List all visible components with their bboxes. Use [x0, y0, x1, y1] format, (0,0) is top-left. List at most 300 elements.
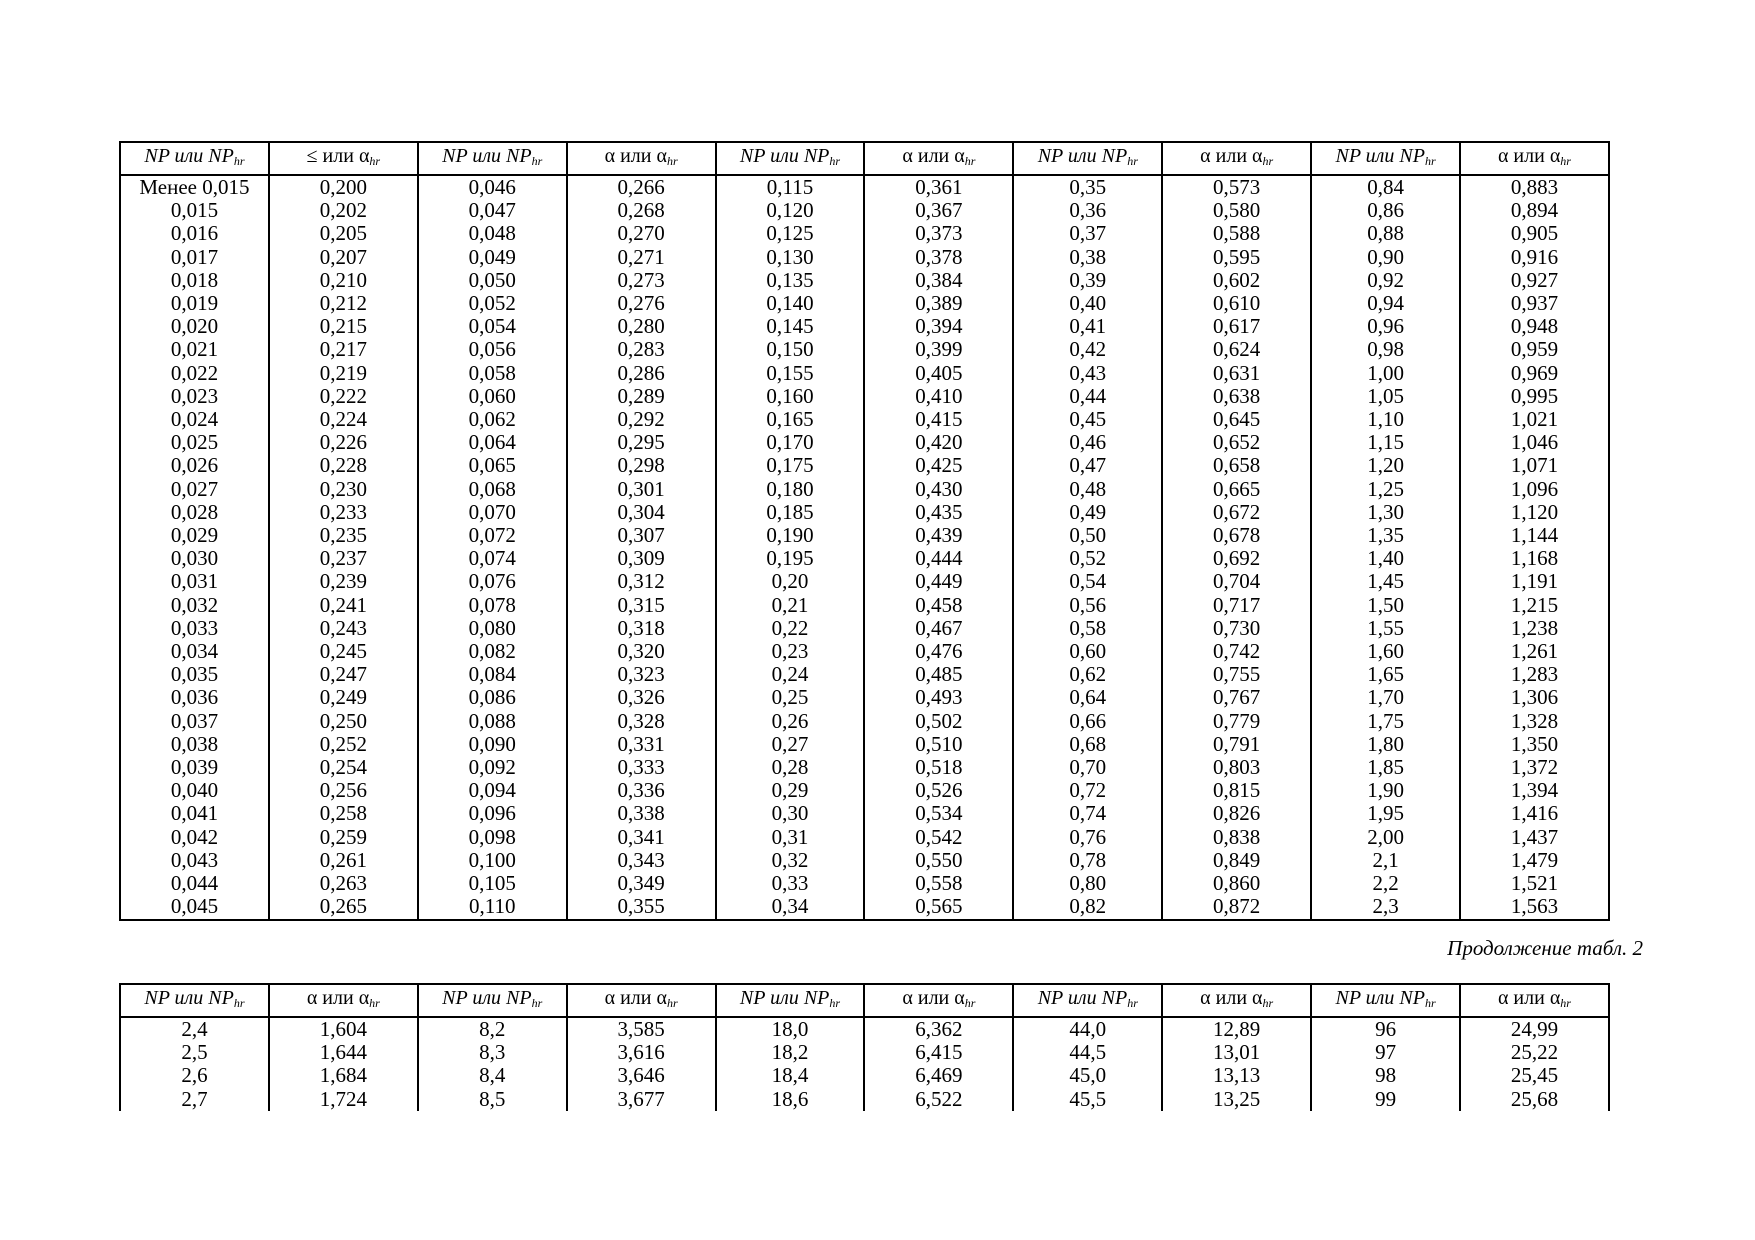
table-cell: 1,563 — [1460, 895, 1609, 919]
column-header — [1311, 142, 1460, 175]
table-cell: 0,558 — [864, 872, 1013, 895]
table-cell: 0,26 — [716, 710, 865, 733]
table-cell: 0,088 — [418, 710, 567, 733]
table-cell: 0,034 — [120, 640, 269, 663]
column-header-subscript: hr — [1127, 154, 1138, 168]
table-cell: 0,959 — [1460, 338, 1609, 361]
column-header — [418, 984, 567, 1017]
table-cell: 0,704 — [1162, 570, 1311, 593]
column-header-label: α или α — [1200, 987, 1263, 1009]
column-header-subscript: hr — [829, 154, 841, 168]
column-header-label: α или α — [604, 145, 667, 167]
column-header-subscript: hr — [233, 996, 245, 1010]
table-cell: 0,349 — [567, 872, 716, 895]
table-cell: 2,5 — [120, 1041, 269, 1064]
table-cell: 1,95 — [1311, 802, 1460, 825]
table-cell: 0,056 — [418, 338, 567, 361]
table-cell: 0,40 — [1013, 292, 1162, 315]
table-cell: 1,238 — [1460, 617, 1609, 640]
table-cell: 1,10 — [1311, 408, 1460, 431]
table-cell: 0,150 — [716, 338, 865, 361]
column-header — [864, 142, 1013, 175]
table-row — [120, 385, 1609, 408]
table-cell: 0,280 — [567, 315, 716, 338]
table-cell: 1,283 — [1460, 663, 1609, 686]
column-header-subscript: hr — [1262, 154, 1274, 168]
table-cell: 0,078 — [418, 594, 567, 617]
table-cell: 0,995 — [1460, 385, 1609, 408]
table-row — [120, 779, 1609, 802]
table-cell: 0,860 — [1162, 872, 1311, 895]
table-cell: 0,307 — [567, 524, 716, 547]
column-header-label: α или α — [902, 987, 965, 1009]
table-continuation-caption: Продолжение табл. 2 — [1447, 936, 1643, 960]
table-cell: 0,565 — [864, 895, 1013, 919]
table-row — [120, 246, 1609, 269]
column-header — [269, 984, 418, 1017]
table-cell: 0,48 — [1013, 478, 1162, 501]
table-cell: 0,435 — [864, 501, 1013, 524]
column-header-label: NP или NP — [1335, 145, 1425, 167]
table-cell: 0,389 — [864, 292, 1013, 315]
table-cell: 0,518 — [864, 756, 1013, 779]
table-cell: 0,022 — [120, 362, 269, 385]
column-header — [120, 984, 269, 1017]
table-cell: 0,405 — [864, 362, 1013, 385]
table-cell: 98 — [1311, 1064, 1460, 1087]
table-cell: 0,076 — [418, 570, 567, 593]
table-cell: 18,6 — [716, 1088, 865, 1111]
table-cell: 0,32 — [716, 849, 865, 872]
table-cell: 0,78 — [1013, 849, 1162, 872]
table-cell: 1,328 — [1460, 710, 1609, 733]
table-cell: 0,767 — [1162, 686, 1311, 709]
column-header-subscript: hr — [1424, 996, 1436, 1010]
table-cell: 25,22 — [1460, 1041, 1609, 1064]
table-cell: 0,030 — [120, 547, 269, 570]
table-row — [120, 1041, 1609, 1064]
table-cell: 0,256 — [269, 779, 418, 802]
table-cell: 0,47 — [1013, 454, 1162, 477]
table-cell: 0,155 — [716, 362, 865, 385]
table-row — [120, 338, 1609, 361]
table-cell: 13,25 — [1162, 1088, 1311, 1111]
table-row — [120, 547, 1609, 570]
table-cell: 1,046 — [1460, 431, 1609, 454]
column-header-label: NP или NP — [144, 987, 234, 1009]
table-cell: 0,336 — [567, 779, 716, 802]
column-header-label: ≤ или α — [306, 145, 370, 167]
table-cell: 25,68 — [1460, 1088, 1609, 1111]
table-cell: 0,84 — [1311, 175, 1460, 199]
table-cell: 0,207 — [269, 246, 418, 269]
table-cell: 0,66 — [1013, 710, 1162, 733]
table-cell: 0,068 — [418, 478, 567, 501]
table-cell: 0,222 — [269, 385, 418, 408]
table-cell: 0,905 — [1460, 222, 1609, 245]
column-header — [716, 984, 865, 1017]
table-cell: 0,631 — [1162, 362, 1311, 385]
table-cell: 0,20 — [716, 570, 865, 593]
table-cell: 0,88 — [1311, 222, 1460, 245]
table-cell: 0,948 — [1460, 315, 1609, 338]
table-row — [120, 222, 1609, 245]
table-cell: 3,616 — [567, 1041, 716, 1064]
column-header-label: α или α — [1497, 987, 1561, 1009]
table-cell: 6,522 — [864, 1088, 1013, 1111]
table-cell: 0,084 — [418, 663, 567, 686]
table-cell: 0,241 — [269, 594, 418, 617]
column-header-subscript: hr — [369, 154, 381, 168]
column-header-subscript: hr — [1560, 154, 1571, 168]
table-cell: 0,21 — [716, 594, 865, 617]
table-cell: 0,399 — [864, 338, 1013, 361]
table-cell: 99 — [1311, 1088, 1460, 1111]
table-cell: 0,96 — [1311, 315, 1460, 338]
table-cell: 0,205 — [269, 222, 418, 245]
column-header-label: NP или NP — [442, 987, 532, 1009]
table-cell: 0,74 — [1013, 802, 1162, 825]
table-row — [120, 617, 1609, 640]
table-cell: 97 — [1311, 1041, 1460, 1064]
table-cell: 0,338 — [567, 802, 716, 825]
table-cell: 18,4 — [716, 1064, 865, 1087]
table-cell: 18,0 — [716, 1017, 865, 1041]
table-cell: 0,276 — [567, 292, 716, 315]
values-table-continuation — [119, 983, 1610, 1111]
table-cell: 0,510 — [864, 733, 1013, 756]
table-cell: 0,082 — [418, 640, 567, 663]
table-cell: 0,049 — [418, 246, 567, 269]
table-cell: 0,105 — [418, 872, 567, 895]
table-cell: 0,120 — [716, 199, 865, 222]
table-cell: 0,250 — [269, 710, 418, 733]
table-row — [120, 663, 1609, 686]
table-cell: 1,604 — [269, 1017, 418, 1041]
table-cell: 1,30 — [1311, 501, 1460, 524]
table-cell: 0,048 — [418, 222, 567, 245]
header-row — [120, 142, 1609, 175]
table-cell: 0,027 — [120, 478, 269, 501]
table-cell: 0,82 — [1013, 895, 1162, 919]
table-cell: 1,521 — [1460, 872, 1609, 895]
table-cell: 0,883 — [1460, 175, 1609, 199]
table-cell: 8,3 — [418, 1041, 567, 1064]
table-cell: 0,045 — [120, 895, 269, 919]
table-cell: 0,665 — [1162, 478, 1311, 501]
column-header-subscript: hr — [829, 996, 841, 1010]
table-cell: 1,40 — [1311, 547, 1460, 570]
table-cell: 0,094 — [418, 779, 567, 802]
table-row — [120, 501, 1609, 524]
table-cell: 2,4 — [120, 1017, 269, 1041]
table-cell: 0,031 — [120, 570, 269, 593]
column-header — [1460, 142, 1609, 175]
table-cell: 0,44 — [1013, 385, 1162, 408]
table-cell: 8,2 — [418, 1017, 567, 1041]
table-cell: 0,170 — [716, 431, 865, 454]
table-cell: 0,573 — [1162, 175, 1311, 199]
column-header — [864, 984, 1013, 1017]
table-cell: 0,070 — [418, 501, 567, 524]
column-header-subscript: hr — [964, 154, 976, 168]
table-cell: 0,259 — [269, 826, 418, 849]
table-cell: 1,372 — [1460, 756, 1609, 779]
table-cell: 0,420 — [864, 431, 1013, 454]
column-header — [120, 142, 269, 175]
table-cell: 25,45 — [1460, 1064, 1609, 1087]
table-cell: 6,362 — [864, 1017, 1013, 1041]
table-cell: 0,80 — [1013, 872, 1162, 895]
table-cell: 0,047 — [418, 199, 567, 222]
table-cell: 0,328 — [567, 710, 716, 733]
table-cell: 0,60 — [1013, 640, 1162, 663]
table-cell: 2,6 — [120, 1064, 269, 1087]
table-cell: 0,212 — [269, 292, 418, 315]
table-cell: 0,024 — [120, 408, 269, 431]
table-cell: 0,115 — [716, 175, 865, 199]
table-cell: 0,22 — [716, 617, 865, 640]
table-cell: 2,7 — [120, 1088, 269, 1111]
table-row — [120, 454, 1609, 477]
table-cell: 0,526 — [864, 779, 1013, 802]
table-cell: 0,233 — [269, 501, 418, 524]
table-row — [120, 733, 1609, 756]
table-cell: 1,65 — [1311, 663, 1460, 686]
table-cell: 2,00 — [1311, 826, 1460, 849]
table-cell: 0,430 — [864, 478, 1013, 501]
table-cell: 0,323 — [567, 663, 716, 686]
table-cell: 0,333 — [567, 756, 716, 779]
table-cell: 0,025 — [120, 431, 269, 454]
column-header-subscript: hr — [666, 996, 678, 1010]
table-cell: 0,018 — [120, 269, 269, 292]
table-cell: 0,065 — [418, 454, 567, 477]
table-cell: 0,054 — [418, 315, 567, 338]
table-cell: 0,245 — [269, 640, 418, 663]
table-row — [120, 175, 1609, 199]
table-cell: 0,064 — [418, 431, 567, 454]
table-cell: 0,265 — [269, 895, 418, 919]
table-cell: 0,033 — [120, 617, 269, 640]
table-cell: 0,041 — [120, 802, 269, 825]
table-cell: 0,286 — [567, 362, 716, 385]
table-cell: 96 — [1311, 1017, 1460, 1041]
table-cell: 1,25 — [1311, 478, 1460, 501]
column-header — [567, 984, 716, 1017]
table-cell: 0,247 — [269, 663, 418, 686]
table-cell: 0,373 — [864, 222, 1013, 245]
table-cell: 0,38 — [1013, 246, 1162, 269]
table-cell: 1,021 — [1460, 408, 1609, 431]
column-header — [1311, 984, 1460, 1017]
table-cell: 0,039 — [120, 756, 269, 779]
table-cell: 0,304 — [567, 501, 716, 524]
table-cell: 0,72 — [1013, 779, 1162, 802]
column-header-label: NP или NP — [1335, 987, 1425, 1009]
table-cell: 0,92 — [1311, 269, 1460, 292]
table-cell: 0,24 — [716, 663, 865, 686]
table-cell: 3,677 — [567, 1088, 716, 1111]
table-row — [120, 292, 1609, 315]
table-cell: 0,534 — [864, 802, 1013, 825]
table-cell: 0,021 — [120, 338, 269, 361]
table-cell: 0,318 — [567, 617, 716, 640]
table-cell: 0,135 — [716, 269, 865, 292]
table-cell: 0,130 — [716, 246, 865, 269]
table-cell: 0,283 — [567, 338, 716, 361]
table-cell: 0,35 — [1013, 175, 1162, 199]
table-cell: 0,550 — [864, 849, 1013, 872]
table-cell: 0,50 — [1013, 524, 1162, 547]
table-cell: 0,449 — [864, 570, 1013, 593]
table-cell: 0,072 — [418, 524, 567, 547]
table-cell: 0,331 — [567, 733, 716, 756]
table-cell: 8,4 — [418, 1064, 567, 1087]
table-cell: 0,410 — [864, 385, 1013, 408]
table-cell: 0,485 — [864, 663, 1013, 686]
table-cell: 0,032 — [120, 594, 269, 617]
table-cell: 0,098 — [418, 826, 567, 849]
table-cell: 0,355 — [567, 895, 716, 919]
table-cell: 1,096 — [1460, 478, 1609, 501]
table-cell: 0,268 — [567, 199, 716, 222]
table-cell: 0,015 — [120, 199, 269, 222]
table-cell: 0,638 — [1162, 385, 1311, 408]
table-cell: 0,394 — [864, 315, 1013, 338]
table-cell: 0,872 — [1162, 895, 1311, 919]
table-row — [120, 570, 1609, 593]
table-cell: 13,01 — [1162, 1041, 1311, 1064]
table-row — [120, 802, 1609, 825]
header-row — [120, 984, 1609, 1017]
table-cell: 0,040 — [120, 779, 269, 802]
table-cell: 0,074 — [418, 547, 567, 570]
table-cell: Менее 0,015 — [120, 175, 269, 199]
table-cell: 0,020 — [120, 315, 269, 338]
table-cell: 1,071 — [1460, 454, 1609, 477]
table-cell: 0,378 — [864, 246, 1013, 269]
table-cell: 0,43 — [1013, 362, 1162, 385]
table-cell: 0,467 — [864, 617, 1013, 640]
table-cell: 0,315 — [567, 594, 716, 617]
table-cell: 0,476 — [864, 640, 1013, 663]
table-cell: 0,672 — [1162, 501, 1311, 524]
table-cell: 0,215 — [269, 315, 418, 338]
table-cell: 0,190 — [716, 524, 865, 547]
table-cell: 0,224 — [269, 408, 418, 431]
table-cell: 0,658 — [1162, 454, 1311, 477]
table-cell: 18,2 — [716, 1041, 865, 1064]
table-cell: 8,5 — [418, 1088, 567, 1111]
column-header-subscript: hr — [531, 154, 543, 168]
table-cell: 0,092 — [418, 756, 567, 779]
table-cell: 0,037 — [120, 710, 269, 733]
table-cell: 0,70 — [1013, 756, 1162, 779]
table-row — [120, 895, 1609, 919]
table-cell: 0,58 — [1013, 617, 1162, 640]
table-cell: 0,258 — [269, 802, 418, 825]
table-cell: 12,89 — [1162, 1017, 1311, 1041]
column-header-label: α или α — [1497, 145, 1561, 167]
table-cell: 0,145 — [716, 315, 865, 338]
table-row — [120, 478, 1609, 501]
table-cell: 0,645 — [1162, 408, 1311, 431]
table-cell: 1,00 — [1311, 362, 1460, 385]
table-row — [120, 756, 1609, 779]
column-header — [418, 142, 567, 175]
table-cell: 0,31 — [716, 826, 865, 849]
table-cell: 0,49 — [1013, 501, 1162, 524]
table-cell: 1,191 — [1460, 570, 1609, 593]
column-header-label: α или α — [306, 987, 370, 1009]
table-cell: 1,85 — [1311, 756, 1460, 779]
table-cell: 0,45 — [1013, 408, 1162, 431]
table-cell: 0,052 — [418, 292, 567, 315]
table-cell: 0,160 — [716, 385, 865, 408]
table-cell: 0,295 — [567, 431, 716, 454]
table-row — [120, 1088, 1609, 1111]
table-row — [120, 431, 1609, 454]
table-cell: 44,0 — [1013, 1017, 1162, 1041]
table-cell: 0,016 — [120, 222, 269, 245]
table-cell: 0,678 — [1162, 524, 1311, 547]
table-cell: 0,036 — [120, 686, 269, 709]
table-cell: 1,306 — [1460, 686, 1609, 709]
table-row — [120, 872, 1609, 895]
table-cell: 1,350 — [1460, 733, 1609, 756]
table-cell: 0,195 — [716, 547, 865, 570]
table-cell: 0,439 — [864, 524, 1013, 547]
table-cell: 0,361 — [864, 175, 1013, 199]
table-cell: 2,3 — [1311, 895, 1460, 919]
table-cell: 0,237 — [269, 547, 418, 570]
table-cell: 0,42 — [1013, 338, 1162, 361]
table-cell: 0,62 — [1013, 663, 1162, 686]
column-header-label: α или α — [902, 145, 965, 167]
table-cell: 0,042 — [120, 826, 269, 849]
table-cell: 0,217 — [269, 338, 418, 361]
column-header-label: NP или NP — [1037, 145, 1128, 167]
table-cell: 0,185 — [716, 501, 865, 524]
table-cell: 0,493 — [864, 686, 1013, 709]
table-cell: 0,343 — [567, 849, 716, 872]
table-cell: 1,60 — [1311, 640, 1460, 663]
table-cell: 0,717 — [1162, 594, 1311, 617]
table-cell: 0,200 — [269, 175, 418, 199]
table-cell: 0,270 — [567, 222, 716, 245]
table-cell: 0,803 — [1162, 756, 1311, 779]
table-cell: 0,692 — [1162, 547, 1311, 570]
table-cell: 0,038 — [120, 733, 269, 756]
table-cell: 0,68 — [1013, 733, 1162, 756]
table-cell: 1,75 — [1311, 710, 1460, 733]
table-cell: 0,235 — [269, 524, 418, 547]
table-cell: 0,080 — [418, 617, 567, 640]
table-cell: 0,27 — [716, 733, 865, 756]
table-cell: 0,602 — [1162, 269, 1311, 292]
column-header — [1013, 142, 1162, 175]
table-cell: 0,252 — [269, 733, 418, 756]
table-row — [120, 315, 1609, 338]
table-cell: 0,312 — [567, 570, 716, 593]
table-cell: 0,826 — [1162, 802, 1311, 825]
table-row — [120, 826, 1609, 849]
table-cell: 0,019 — [120, 292, 269, 315]
table-cell: 0,56 — [1013, 594, 1162, 617]
table-cell: 0,090 — [418, 733, 567, 756]
table-cell: 1,45 — [1311, 570, 1460, 593]
